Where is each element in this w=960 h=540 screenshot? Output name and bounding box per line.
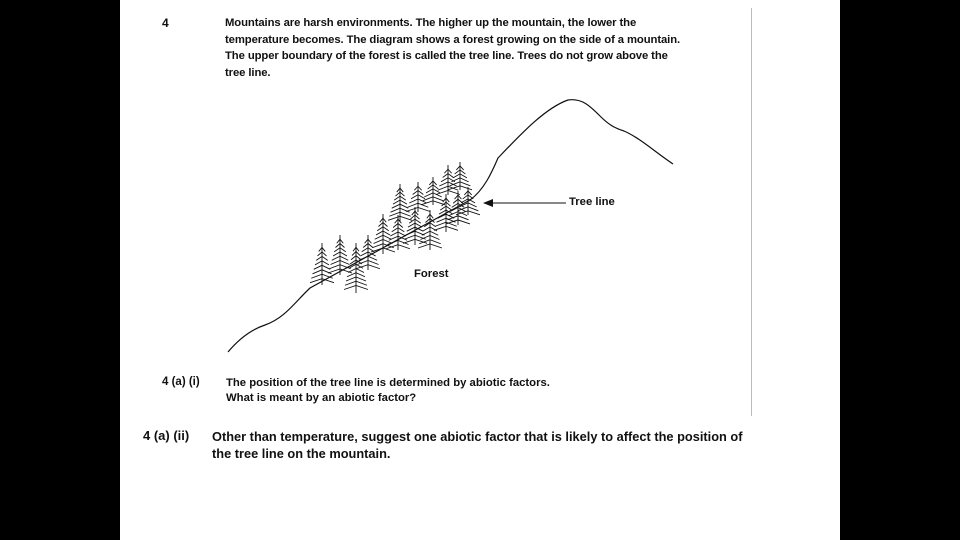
tree-icon xyxy=(328,235,352,275)
tree-line-arrow xyxy=(483,199,566,207)
part-a-i-label: 4 (a) (i) xyxy=(162,376,200,388)
part-a-i-line: What is meant by an abiotic factor? xyxy=(226,392,417,404)
tree-icon xyxy=(371,214,395,254)
tree-icon xyxy=(310,243,334,285)
part-a-ii-line: the tree line on the mountain. xyxy=(212,446,391,461)
tree-icon xyxy=(356,235,380,270)
part-a-ii-text-after: abiotic factor that is likely to affect the position of xyxy=(436,429,743,444)
part-a-ii-line xyxy=(212,428,742,445)
part-a-ii-label: 4 (a) (ii) xyxy=(143,428,190,443)
intro-line: temperature becomes. The diagram shows a forest growing on the side of a mountain. xyxy=(225,33,681,46)
part-a-i-question xyxy=(226,376,550,406)
part-a-ii-text-before: Other than temperature, suggest xyxy=(212,429,414,444)
forest-label: Forest xyxy=(414,268,449,280)
intro-line: Mountains are harsh environments. The higher up the mountain, the lower the xyxy=(225,17,637,29)
question-number: 4 xyxy=(162,16,169,30)
part-a-ii-emphasis: one xyxy=(413,429,437,444)
intro-line: The upper boundary of the forest is called the tree line. Trees do not grow above the xyxy=(225,50,668,62)
part-a-i-line: The position of the tree line is determined by abiotic factors. xyxy=(226,377,550,389)
tree-icon xyxy=(406,182,430,212)
tree-line-label: Tree line xyxy=(569,196,615,208)
tree-icon xyxy=(388,184,412,222)
intro-line: tree line. xyxy=(225,66,271,79)
part-a-ii-question xyxy=(212,428,742,462)
mountain-outline xyxy=(228,100,673,352)
